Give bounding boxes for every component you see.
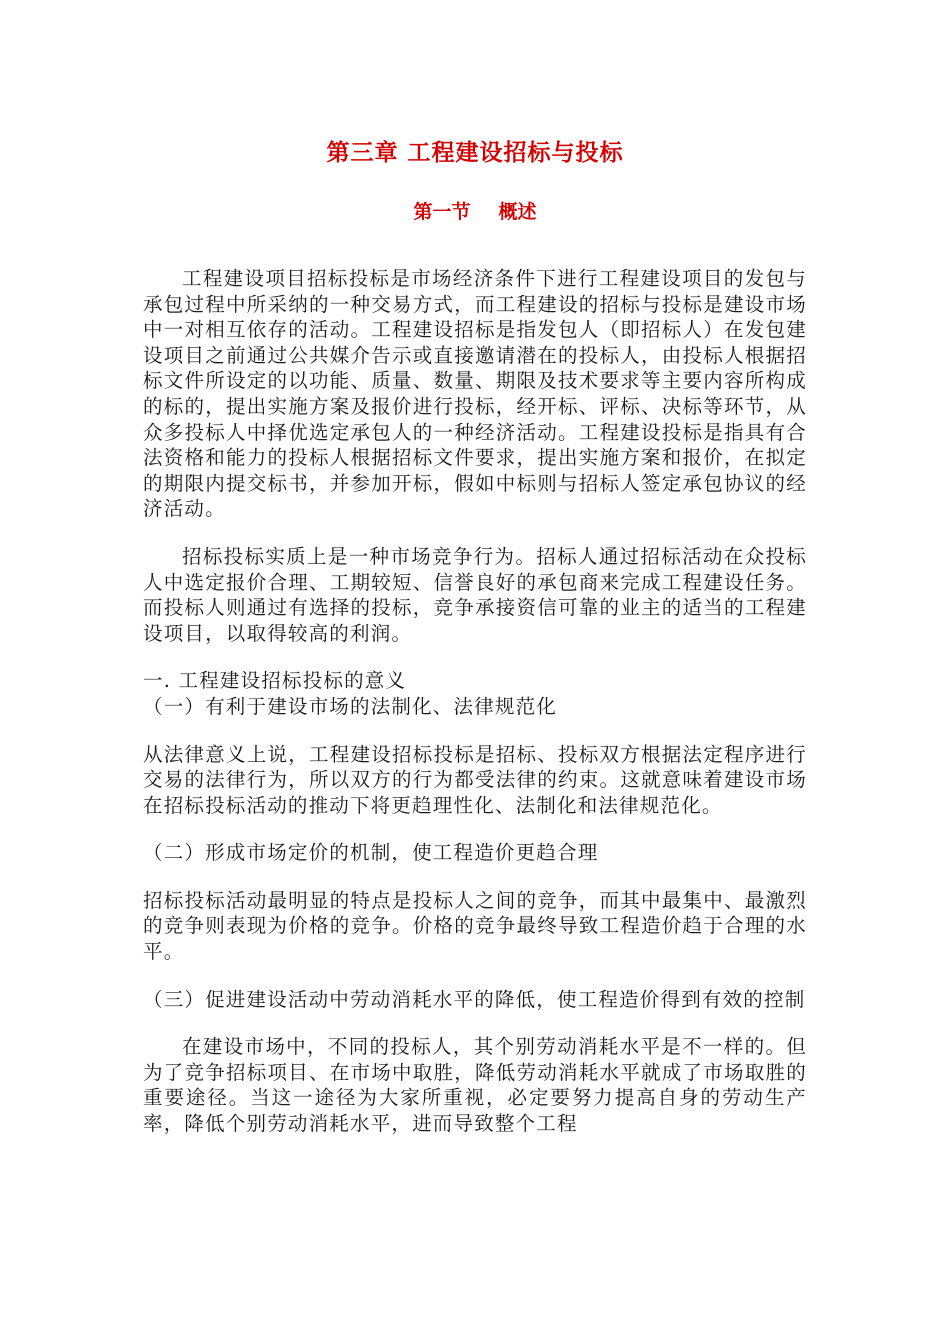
section-number: 第一节 bbox=[413, 201, 471, 223]
subheading-labor-cost: （三）促进建设活动中劳动消耗水平的降低，使工程造价得到有效的控制 bbox=[143, 987, 806, 1011]
paragraph-pricing: 招标投标活动最明显的特点是投标人之间的竞争，而其中最集中、最激烈的竞争则表现为价格的竞争。价格的竞争最终导致工程造价趋于合理的水平。 bbox=[143, 888, 807, 964]
paragraph-legal: 从法律意义上说，工程建设招标投标是招标、投标双方根据法定程序进行交易的法律行为，所以双方的行为都受法律的约束。这就意味着建设市场在招标投标活动的推动下将更趋理性化、法制化和法律规范化。 bbox=[143, 742, 807, 817]
subheading-pricing: （二）形成市场定价的机制，使工程造价更趋合理 bbox=[143, 841, 599, 865]
section-name: 概述 bbox=[498, 201, 537, 223]
heading-significance: 一. 工程建设招标投标的意义 bbox=[143, 669, 407, 693]
paragraph-labor: 在建设市场中，不同的投标人，其个别劳动消耗水平是不一样的。但为了竞争招标项目、在市场中取胜，降低劳动消耗水平就成了市场取胜的重要途径。当这一途径为大家所重视，必定要努力提高自身的劳动生产率，降低个别劳动消耗水平，进而导致整个工程 bbox=[143, 1035, 807, 1136]
document-body bbox=[143, 266, 807, 1137]
subheading-legalization: （一）有利于建设市场的法制化、法律规范化 bbox=[143, 694, 558, 718]
paragraph-intro: 工程建设项目招标投标是市场经济条件下进行工程建设项目的发包与承包过程中所采纳的一种交易方式，而工程建设的招标与投标是建设市场中一对相互依存的活动。工程建设招标是指发包人（即招标人）在发包建设项目之前通过公共媒介告示或直接邀请潜在的投标人，由投标人根据招标文件所设定的以功能、质量、数量、期限及技术要求等主要内容所构成的标的，提出实施方案及报价进行投标，经开标、评标、决标等环节，从众多投标人中择优选定承包人的一种经济活动。工程建设投标是指具有合法资格和能力的投标人根据招标文件要求，提出实施方案和报价，在拟定的期限内提交标书，并参加开标，假如中标则与招标人签定承包协议的经济活动。 bbox=[143, 267, 807, 521]
section-title bbox=[0, 197, 950, 224]
chapter-title: 第三章 工程建设招标与投标 bbox=[326, 139, 624, 166]
paragraph-competition: 招标投标实质上是一种市场竞争行为。招标人通过招标活动在众投标人中选定报价合理、工期较短、信誉良好的承包商来完成工程建设任务。而投标人则通过有选择的投标，竞争承接资信可靠的业主的适当的工程建设项目，以取得较高的利润。 bbox=[143, 544, 807, 645]
